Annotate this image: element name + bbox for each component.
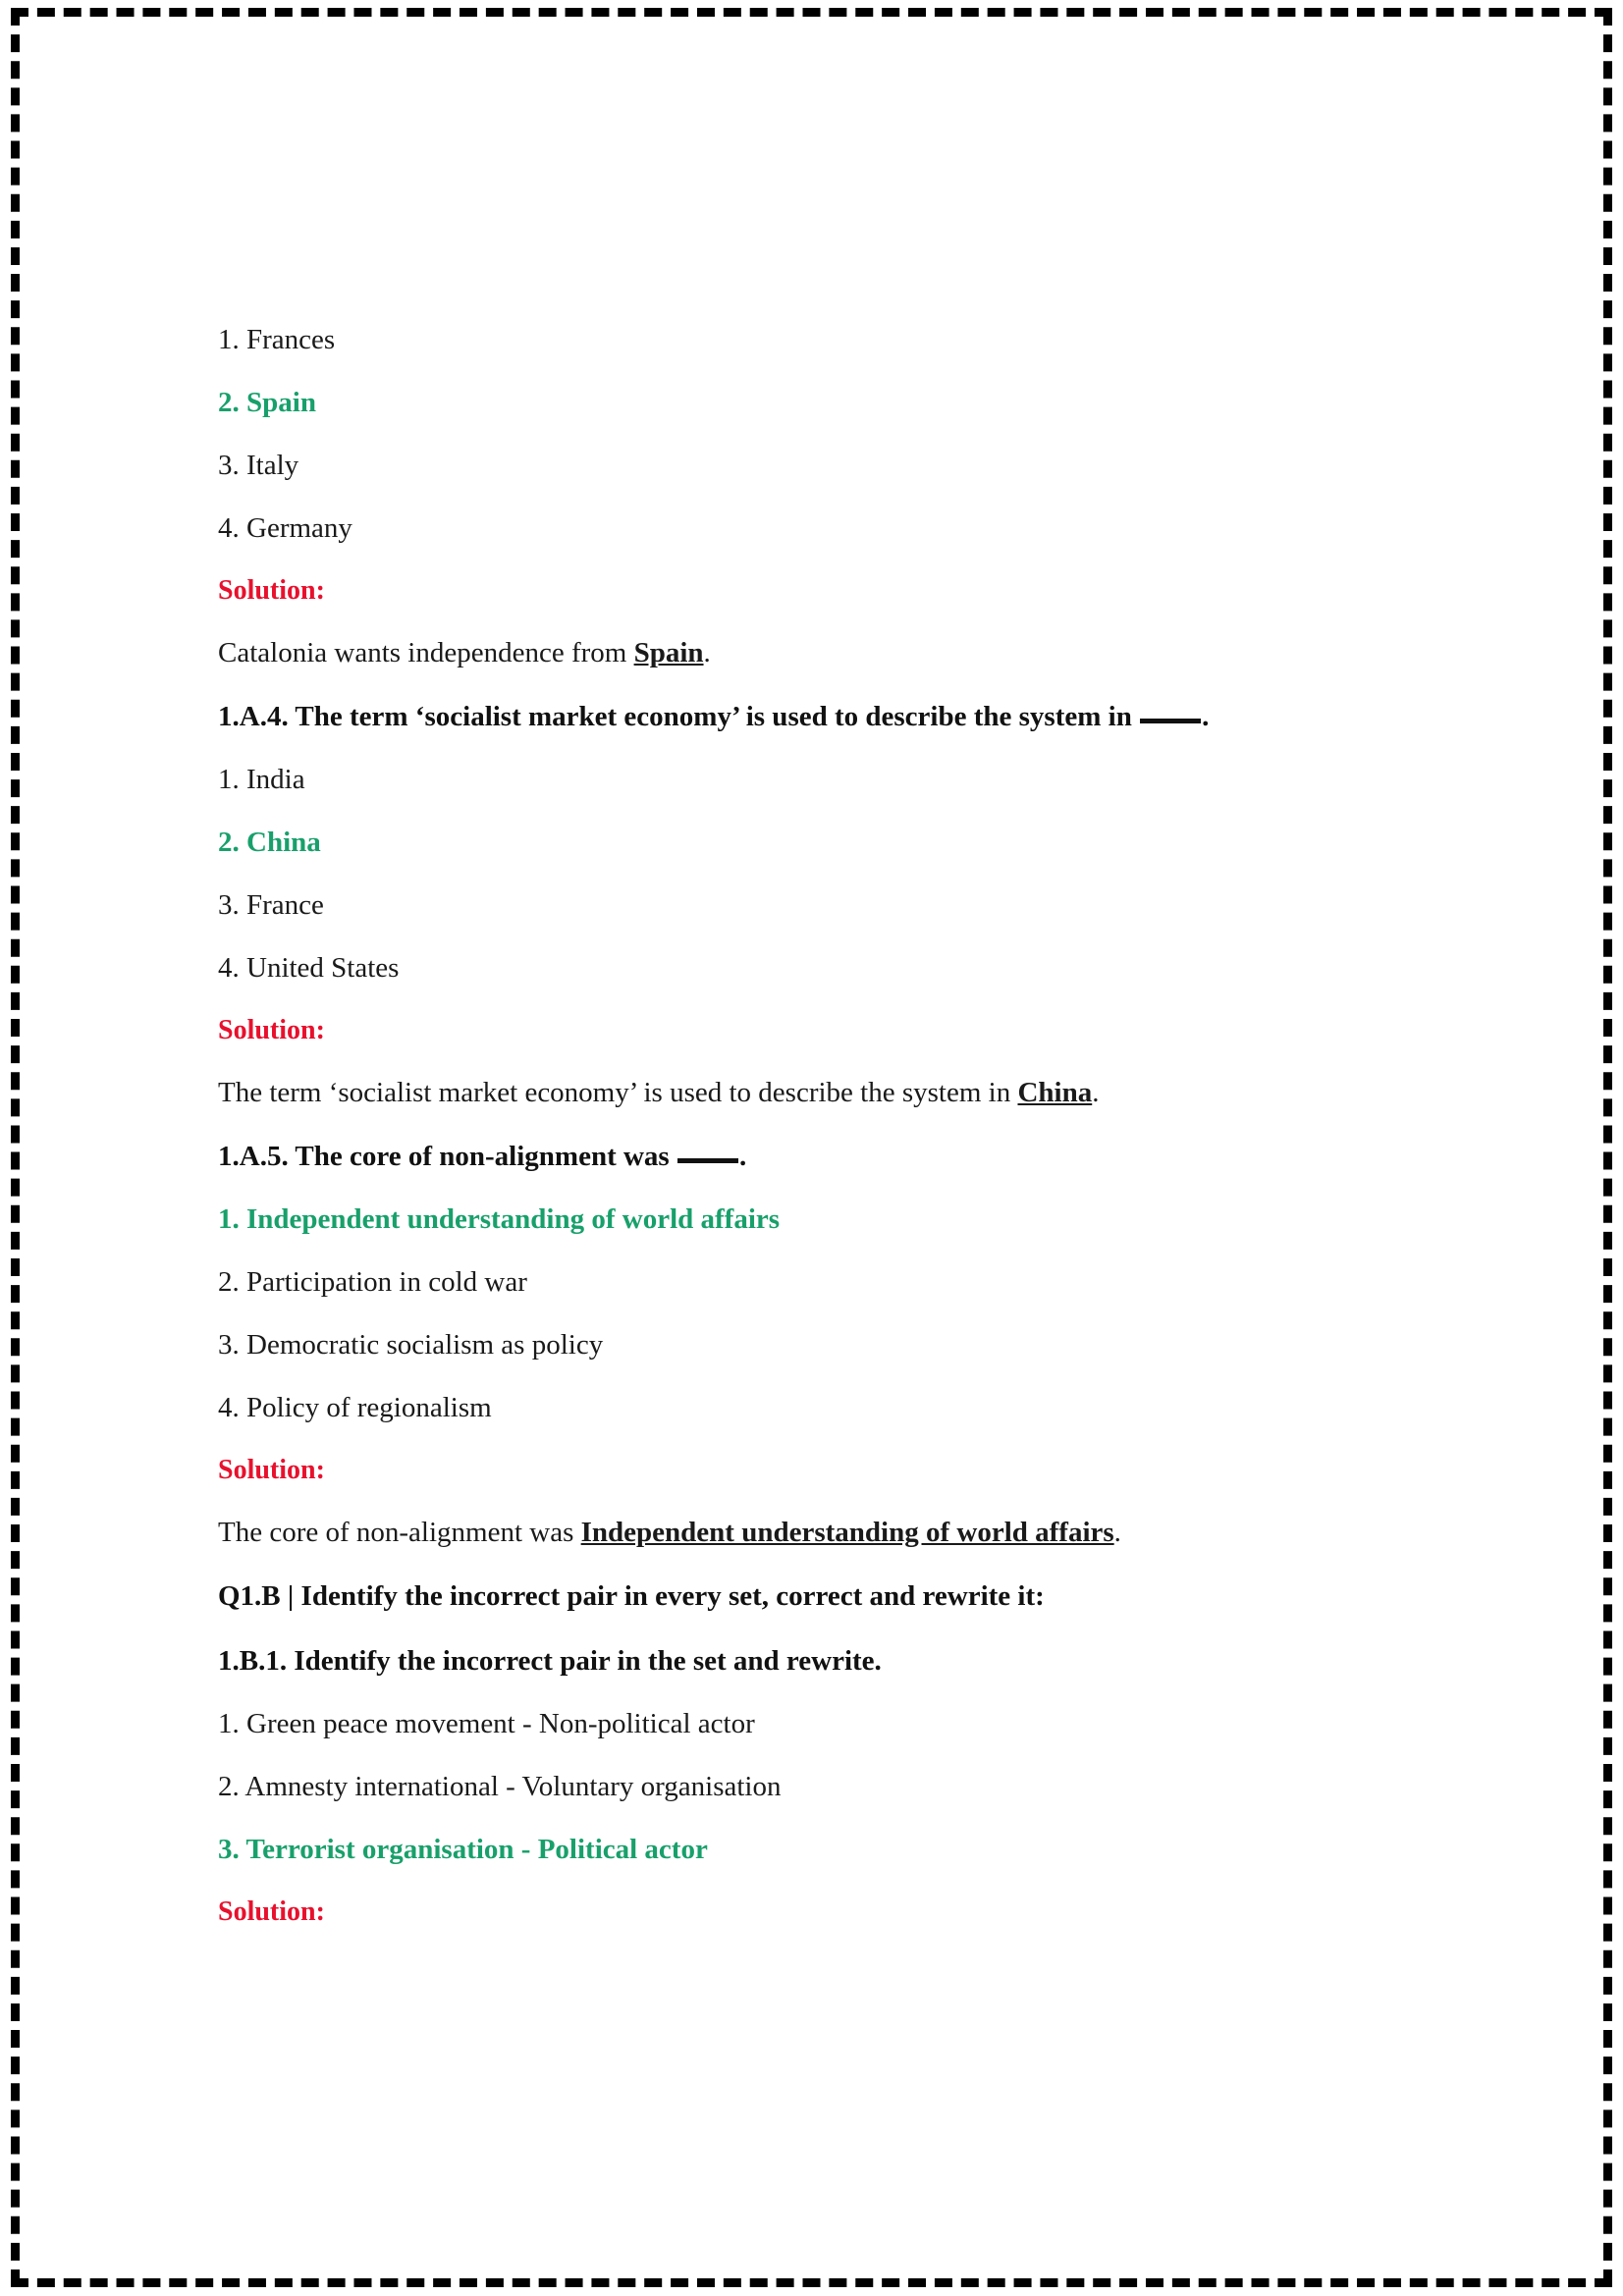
option-correct[interactable]: 2. China <box>218 827 321 859</box>
fill-in-blank <box>1140 719 1201 723</box>
solution-label: Solution: <box>218 575 325 606</box>
option[interactable]: 4. United States <box>218 952 400 985</box>
solution-text <box>218 636 1386 670</box>
question-text: 1.A.4. The term ‘socialist market economy’ is used to describe the system in <box>218 700 1140 732</box>
solution-text-prefix: Catalonia wants independence from <box>218 637 634 668</box>
question-heading <box>218 1140 1386 1174</box>
solution-answer: Independent understanding of world affairs <box>580 1517 1114 1549</box>
option[interactable]: 1. India <box>218 764 305 796</box>
option-correct[interactable]: 3. Terrorist organisation - Political actor <box>218 1833 708 1865</box>
solution-text-suffix: . <box>1092 1077 1100 1109</box>
solution-label: Solution: <box>218 1015 325 1046</box>
question-text: 1.A.5. The core of non-alignment was <box>218 1140 676 1172</box>
option[interactable]: 2. Participation in cold war <box>218 1266 527 1299</box>
question-text-suffix: . <box>1202 700 1210 732</box>
solution-text-suffix: . <box>1113 1517 1121 1549</box>
option[interactable]: 3. Democratic socialism as policy <box>218 1329 604 1362</box>
document-content <box>218 324 1386 1957</box>
option[interactable]: 1. Green peace movement - Non-political actor <box>218 1707 755 1739</box>
solution-text <box>218 1076 1386 1110</box>
question-heading: Q1.B | Identify the incorrect pair in every set, correct and rewrite it: <box>218 1580 1045 1613</box>
option[interactable]: 3. Italy <box>218 450 299 481</box>
solution-text-prefix: The core of non-alignment was <box>218 1517 581 1549</box>
option-correct[interactable]: 1. Independent understanding of world affairs <box>218 1203 781 1236</box>
solution-text-suffix: . <box>703 637 711 668</box>
option[interactable]: 4. Policy of regionalism <box>218 1392 492 1424</box>
fill-in-blank <box>677 1158 738 1163</box>
option[interactable]: 3. France <box>218 889 324 922</box>
solution-label: Solution: <box>218 1455 325 1486</box>
solution-text <box>218 1516 1386 1550</box>
solution-label: Solution: <box>218 1896 325 1927</box>
option[interactable]: 2. Amnesty international - Voluntary organisation <box>218 1770 782 1802</box>
option[interactable]: 4. Germany <box>218 512 352 544</box>
question-heading <box>218 700 1386 734</box>
question-text-suffix: . <box>738 1140 747 1172</box>
option-correct[interactable]: 2. Spain <box>218 387 316 418</box>
solution-answer: China <box>1017 1077 1093 1109</box>
solution-answer: Spain <box>633 637 704 668</box>
solution-text-prefix: The term ‘socialist market economy’ is used to describe the system in <box>218 1077 1018 1109</box>
option[interactable]: 1. Frances <box>218 324 336 355</box>
question-heading: 1.B.1. Identify the incorrect pair in the set and rewrite. <box>218 1644 882 1677</box>
